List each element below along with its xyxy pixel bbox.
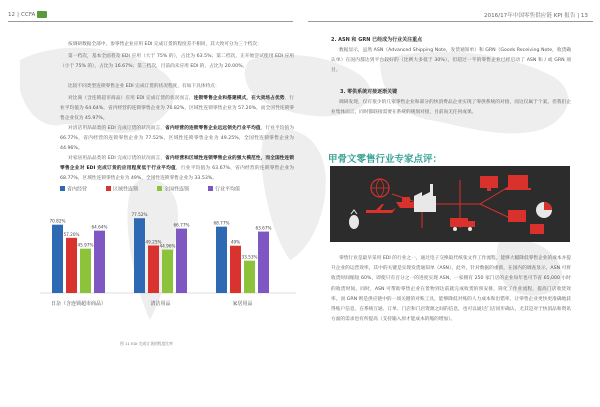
legend-swatch	[106, 186, 111, 191]
bar	[80, 249, 91, 293]
left-para-1: 按调研数据全部中，参零售企业应用 EDI 完成订货的程度差不相同，其大致可分为三个档次：	[68, 42, 262, 47]
category-label: 日杂（含连锁超市商品）	[50, 301, 107, 307]
legend-swatch	[208, 186, 213, 191]
legend-label: 行业平均值	[215, 186, 241, 193]
bar	[134, 218, 145, 293]
expert-commentary-text: 零售行业是最早采用 EDI 的行业之一，通过电子交换取代纸张文件工作流程，能够大幅降低零售企业的成本并提升企业的运营效率，其中的关键是实现发货通知单（ASN）。此外，针对数据的重新，在国内的调查显示，ASN 可将收货时间缩短 60%，即使只有百分之一的进度实现 ASN，一家拥有 250 家门店的企业每年也可节省 65,000 小时的收货时间。同时，ASN 可帮助零售企业在货物到达前就完成收货的预安排，简化了作业流程，提高门店收货效率。而 GRN 则是供应链中的一项关键的对账工具，能够降低对账的人力成本和出错率，让零售企业更快更准确地获得账户信息，在系统互通、订单、门店和门店资源之间的信息，也可以通过门店同步确认，尤其是对于快消品和资讯方面的需求也有所提高（支持输入原才能成本的缩的增加）。	[331, 256, 571, 323]
monitor-icon	[480, 176, 498, 191]
header-right: 2016/17年中国零售供应链 KPI 报告 | 13	[483, 13, 588, 19]
bar-value-label: 49%	[230, 239, 241, 245]
header-rule-left	[8, 21, 293, 22]
legend-label: 省内经营	[67, 186, 88, 193]
bar-value-label: 77.52%	[131, 212, 148, 218]
pie-chart-icon	[536, 202, 552, 218]
bar-value-label: 64.64%	[91, 224, 108, 230]
bar	[230, 246, 241, 293]
plane-icon	[366, 204, 396, 213]
right-para-2: 数据显示，虽然 ASN（Advanced Shipping Note，发货通知单）和 GRN（Goods Receiving Note，收货确认单）在国内都达到平台较好的（比例大多低于 30%），但超过一半的零售企业已经启动了 ASN 和 / 或 GRN 项目。	[331, 48, 571, 74]
supply-chain-illustration	[330, 166, 570, 242]
ccfa-logo-icon	[37, 11, 47, 18]
tablet-icon	[530, 224, 544, 234]
pineapple-icon	[349, 210, 359, 229]
globe-icon	[371, 179, 389, 197]
left-para-5: 对清洁用品品类的 EDI 完成订货的状况而言，省内经营的连锁零售企业远远领先行业平均值，行业平均值为 66.77%，省内经营的连锁零售企业为 77.52%，区域性连锁零售企业为 49.25%，全国性连锁零售企业为 44.96%。	[60, 126, 294, 152]
edi-bar-chart	[38, 183, 300, 318]
bar-value-label: 68.77%	[213, 220, 230, 226]
right-para-3: 调研发现，仅有很少的几家零售企业和部分的快消费品企业实现了零供系统的对接，而这仅属于个案。但我们企业集体而言，同时都联接需要在系统的规划对接，目前尚无任何成果。	[331, 100, 571, 116]
section-heading-2: 2. ASN 和 GRN 已经成为行业关注重点	[331, 37, 423, 43]
left-para-2: 第一档次，基本全面普及 EDI 应用（大于 75% 的），占比为 63.5%；第二档次，正开始尝试使用 EDI 应用（小于 75% 的），占比为 16.67%；第三档次，目前尚未应用 EDI 的，占比为 20.00%。	[60, 54, 294, 70]
legend-label: 区域性连锁	[113, 186, 139, 193]
section-heading-3: 3. 零供系统对接逐渐关键	[340, 89, 398, 95]
bar-value-label: 57.20%	[63, 231, 80, 237]
bar	[148, 245, 159, 293]
bar	[216, 227, 227, 293]
bar	[52, 225, 63, 293]
report-title: 2016/17年中国零售供应链 KPI 报告	[483, 13, 576, 19]
bar-value-label: 33.53%	[241, 254, 258, 260]
truck-icon	[450, 218, 475, 231]
legend-label: 全国性连锁	[164, 186, 190, 193]
page-number-left: 12	[8, 11, 16, 18]
bar-value-label: 70.82%	[49, 218, 66, 224]
bar-value-label: 45.97%	[77, 242, 94, 248]
bar	[66, 238, 77, 293]
illustration-svg	[330, 166, 570, 242]
page-number-right: 13	[580, 13, 588, 19]
chart-caption: 图 11 EDI 完成订货的程度比率	[120, 341, 173, 346]
left-para-3: 比较不同类型连锁零售企业 EDI 完成订货的状况程度，有如下具体特点：	[68, 84, 220, 89]
category-label: 清洁用品	[150, 301, 171, 307]
bar-value-label: 44.96%	[159, 243, 176, 249]
bar	[162, 250, 173, 293]
header-left: 12 | CCFA	[8, 11, 47, 18]
header-rule-right	[308, 21, 593, 22]
brand-name: CCFA	[21, 11, 36, 18]
bar	[94, 231, 105, 293]
left-para-4: 对比商（含连锁超市商品）应用 EDI 完成订货的状况而言，连锁零售企业和搭建模式，在大卖场占优势，行业平均值为 64.64%，省内经营的连锁零售企业为 70.82%，区域性连锁零售企业为 57.20%，而全国性连锁零售企业仅为 45.97%。	[60, 96, 294, 122]
bar-value-label: 63.67%	[255, 225, 272, 231]
screen-icon	[508, 210, 526, 222]
factory-icon	[414, 184, 436, 212]
left-para-6: 对家居用品品类的 EDI 完成订货的状况而言，省内经营和区域性连锁零售企业的强大模范性，而全国性连锁零售企业对 EDI 完成订货的应用程度低于行业平均值，行业平均值为 63.67%，省内经营的连锁零售企业为 68.77%，区域性连锁零售企业为 49%，全国性连锁零售企业为 33.53%。	[60, 156, 294, 182]
bar	[176, 229, 187, 293]
legend-swatch	[60, 186, 65, 191]
category-label: 家居用品	[232, 301, 253, 307]
bar	[244, 261, 255, 293]
bar-value-label: 66.77%	[173, 222, 190, 228]
legend-swatch	[157, 186, 162, 191]
expert-commentary-title: 甲骨文零售行业专家点评：	[328, 154, 443, 165]
bar-value-label: 49.25%	[145, 239, 162, 245]
laptop-icon	[505, 175, 531, 190]
bar	[258, 232, 269, 293]
